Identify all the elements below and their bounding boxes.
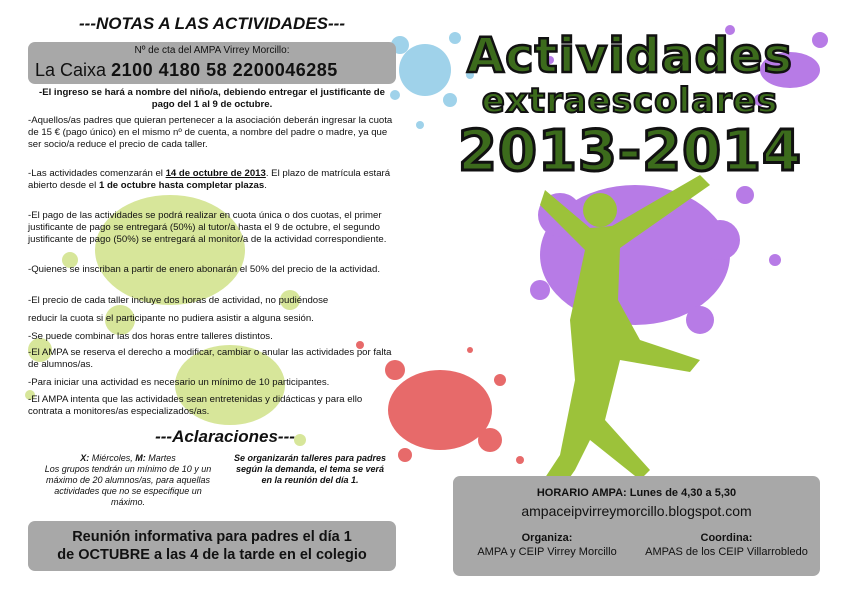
title-line-2: extraescolares (481, 81, 779, 121)
days-legend: X: Miércoles, M: Martes (80, 453, 176, 463)
aclaraciones-heading: ---Aclaraciones--- (155, 427, 295, 446)
notes-heading: ---NOTAS A LAS ACTIVIDADES--- (79, 14, 345, 33)
bank-account-box (28, 42, 396, 84)
blog-link[interactable]: ampaceipvirreymorcillo.blogspot.com (521, 503, 752, 519)
organiza-value: AMPA y CEIP Virrey Morcillo (477, 546, 617, 558)
organiza-label: Organiza: (521, 532, 573, 544)
coordina-label: Coordina: (700, 532, 753, 544)
bank-account-label: Nº de cta del AMPA Virrey Morcillo: (134, 45, 290, 56)
coordina-value: AMPAS de los CEIP Villarrobledo (645, 546, 808, 558)
info-box (453, 476, 820, 576)
meeting-box (28, 521, 396, 571)
note-january: -Quienes se inscriban a partir de enero abonarán el 50% del precio de la actividad. (28, 264, 380, 275)
note-monitors: -El AMPA intenta que las actividades sean entretenidas y didácticas y para ello contrata a monitores/as especializados/as. (28, 394, 363, 417)
note-minimum: -Para iniciar una actividad es necesario un mínimo de 10 participantes. (28, 377, 330, 388)
aclaraciones-groups (38, 453, 218, 508)
note-combine: -Se puede combinar las dos horas entre talleres distintos. (28, 331, 273, 342)
title-line-1: Actividades (467, 28, 793, 84)
note-price-hours: -El precio de cada taller incluye dos horas de actividad, no pudiéndose (28, 295, 329, 306)
groups-text: Los grupos tendrán un mínimo de 10 y un máximo de 20 alumnos/as, para aquellas actividades que no se especifique un máximo. (44, 464, 212, 507)
note-price-hours-cont: reducir la cuota si el participante no pudiera asistir a alguna sesión. (28, 313, 314, 324)
note-reserve: -El AMPA se reserva el derecho a modificar, cambiar o anular las actividades por falta de alumnos/as. (28, 347, 392, 370)
note-payment-name: -El ingreso se hará a nombre del niño/a, debiendo entregar el justificante de pago del 1 al 9 de octubre. (39, 87, 385, 110)
meeting-text: Reunión informativa para padres el día 1 de OCTUBRE a las 4 de la tarde en el colegio (57, 529, 367, 563)
bank-account-number: 2100 4180 58 2200046285 (111, 60, 338, 80)
aclaraciones-workshops: Se organizarán talleres para padres según la demanda, el tema se verá en la reunión del día 1. (233, 453, 387, 485)
title-line-3: 2013-2014 (458, 119, 802, 184)
horario-text: HORARIO AMPA: Lunes de 4,30 a 5,30 (536, 487, 737, 499)
note-payment-method: -El pago de las actividades se podrá realizar en cuota única o dos cuotas, el primer justificante de pago se entregará (50%) al tutor/a hasta el 9 de octubre, el segundo justificante de pago (50%) se entregará al monitor/a de la actividad correspondiente. (28, 210, 387, 245)
title-graphic (430, 20, 830, 190)
bank-account-line (35, 60, 395, 81)
note-membership: -Aquellos/as padres que quieran pertenecer a la asociación deberán ingresar la cuota de 15 € (pago único) en el mismo nº de cuenta, a nombre del padre o madre, ya que ser socio/a reduce el precio de cada taller. (28, 115, 393, 150)
note-start-date: -Las actividades comenzarán el 14 de octubre de 2013. El plazo de matrícula estará abierto desde el 1 de octubre hasta completar plazas. (28, 168, 391, 191)
bank-name: La Caixa (35, 60, 107, 80)
